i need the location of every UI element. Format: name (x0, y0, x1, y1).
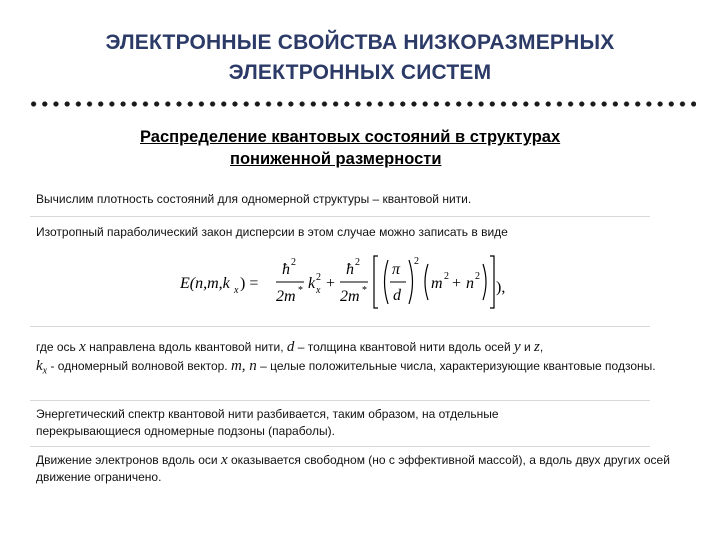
paragraph-2: Изотропный параболический закон дисперсии в этом случае можно записать в виде (36, 225, 508, 239)
formula-m-sq: 2 (444, 271, 449, 282)
formula-den-2: 2m (340, 288, 360, 305)
section-subtitle (140, 126, 660, 170)
subtitle-line-1: Распределение квантовых состояний в структурах (140, 128, 561, 146)
paragraph-4: Энергетический спектр квантовой нити разбивается, таким образом, на отдельные перекрывающиеся одномерные подзоны (параболы). (36, 407, 499, 438)
formula-den-2-star: * (362, 285, 367, 296)
formula-den-star: * (298, 285, 303, 296)
paragraph-1: Вычислим плотность состояний для одномерной структуры – квантовой нити. (36, 192, 472, 206)
p3-var-d: d (286, 339, 295, 355)
formula-plus: + (326, 275, 336, 292)
formula-den: 2m (276, 288, 296, 305)
p3-var-x: x (79, 339, 86, 355)
formula-k-sub: x (316, 285, 321, 296)
formula-k-sq: 2 (316, 272, 321, 283)
p5-text: оказывается свободном (но с эффективной массой), а вдоль двух других осей движение ограничено. (36, 453, 670, 484)
left-paren-2 (425, 264, 428, 300)
left-paren (385, 260, 389, 304)
right-paren (409, 260, 413, 304)
formula-paren-sq: 2 (414, 256, 419, 267)
formula-k: k (308, 275, 316, 292)
paragraph-5 (36, 452, 676, 486)
paragraph-3 (36, 338, 656, 380)
title-line-2: ЭЛЕКТРОННЫХ СИСТЕМ (228, 61, 492, 84)
p3-text: – целые положительные числа, характеризующие квантовые подзоны. (256, 359, 656, 373)
p3-text: и (520, 340, 535, 354)
dispersion-formula (180, 252, 540, 312)
formula-lhs-close: ) = (240, 275, 259, 292)
formula-pi: π (392, 261, 401, 278)
separator (30, 326, 650, 327)
p3-var-z: z (534, 339, 540, 355)
p3-text: где ось (36, 340, 80, 354)
separator (30, 446, 650, 447)
formula-hbar-2: ħ (346, 261, 354, 278)
formula-hbar: ħ (282, 261, 290, 278)
formula-m: m (431, 275, 443, 292)
formula-n-sq: 2 (475, 271, 480, 282)
formula-plus-2: + (452, 275, 462, 292)
p3-var-y: y (513, 339, 521, 355)
formula-lhs-sub: x (234, 285, 239, 296)
formula-lhs: E(n,m,k (180, 275, 230, 292)
p3-var-mn: m, n (230, 358, 257, 374)
left-bracket (374, 256, 378, 308)
p3-text: - одномерный волновой вектор. (47, 359, 231, 373)
p5-text: Движение электронов вдоль оси (36, 453, 221, 467)
title-line-1: ЭЛЕКТРОННЫЕ СВОЙСТВА НИЗКОРАЗМЕРНЫХ (105, 31, 615, 54)
formula-d: d (393, 287, 401, 304)
formula-comma: ), (496, 279, 506, 296)
formula-hbar-sq: 2 (291, 257, 296, 268)
formula-hbar-2-sq: 2 (355, 257, 360, 268)
p3-var-k-sub: x (42, 365, 48, 377)
page-title (40, 28, 680, 88)
dotted-divider (28, 98, 696, 110)
p3-var-k: k (36, 358, 43, 374)
p3-text: , (539, 340, 544, 354)
p3-text: – толщина квантовой нити вдоль осей (294, 340, 514, 354)
formula-n: n (466, 275, 474, 292)
subtitle-line-2: пониженной размерности (230, 150, 442, 168)
right-bracket (490, 256, 494, 308)
separator (30, 216, 650, 217)
p3-text: направлена вдоль квантовой нити, (85, 340, 287, 354)
p5-var-x: x (220, 452, 228, 468)
separator (30, 400, 650, 401)
right-paren-2 (483, 264, 486, 300)
